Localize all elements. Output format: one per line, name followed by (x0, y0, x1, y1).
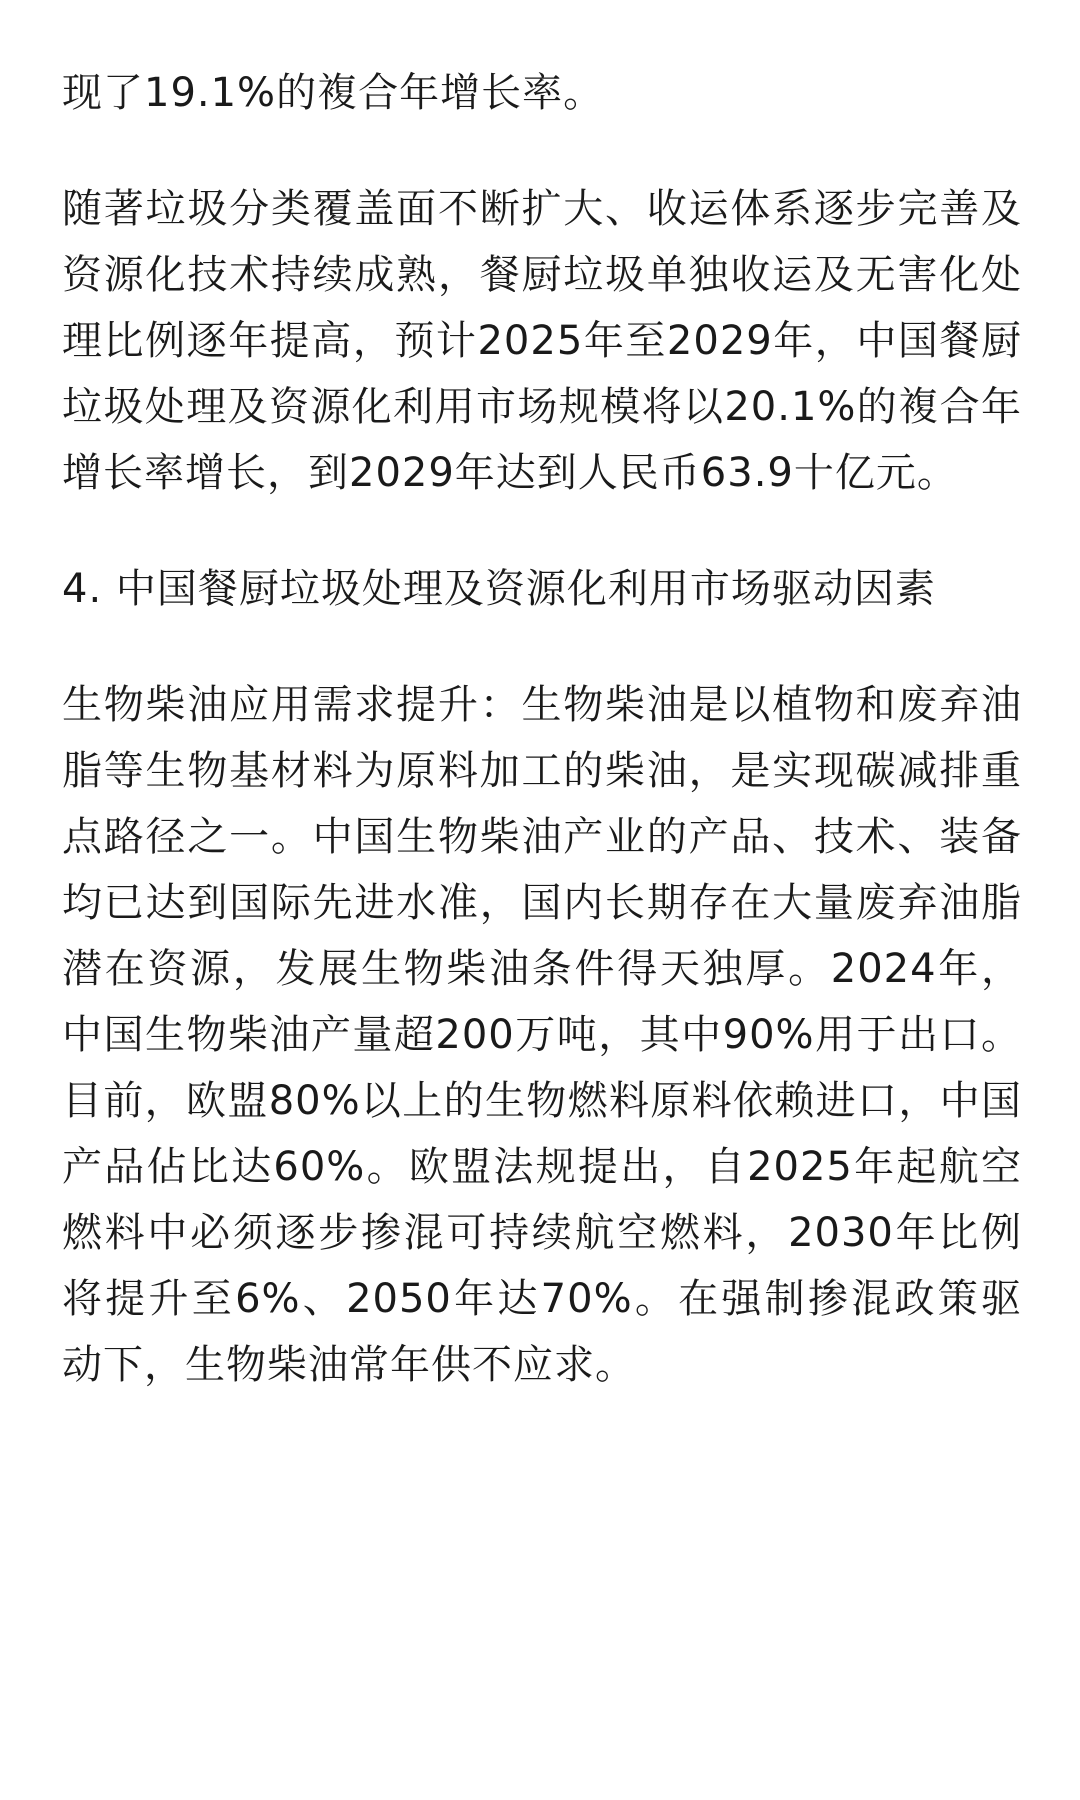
intro-paragraph: 现了19.1%的複合年增长率。 (62, 70, 605, 116)
article-content (62, 60, 1022, 1448)
market-forecast-paragraph: 随著垃圾分类覆盖面不断扩大、收运体系逐步完善及资源化技术持续成熟，餐厨垃圾单独收运及无害化处理比例逐年提高，预计2025年至2029年，中国餐厨垃圾处理及资源化利用市场规模将以20.1%的複合年增长率增长，到2029年达到人民币63.9十亿元。 (62, 186, 1022, 496)
section-heading: 4. 中国餐厨垃圾处理及资源化利用市场驱动因素 (62, 566, 936, 612)
biodiesel-paragraph: 生物柴油应用需求提升：生物柴油是以植物和废弃油脂等生物基材料为原料加工的柴油，是实现碳减排重点路径之一。中国生物柴油产业的产品、技术、装备均已达到国际先进水准，国内长期存在大量废弃油脂潜在资源，发展生物柴油条件得天独厚。2024年，中国生物柴油产量超200万吨，其中90%用于出口。目前，欧盟80%以上的生物燃料原料依赖进口，中国产品佔比达60%。欧盟法规提出，自2025年起航空燃料中必须逐步掺混可持续航空燃料，2030年比例将提升至6%、2050年达70%。在强制掺混政策驱动下，生物柴油常年供不应求。 (62, 682, 1022, 1388)
